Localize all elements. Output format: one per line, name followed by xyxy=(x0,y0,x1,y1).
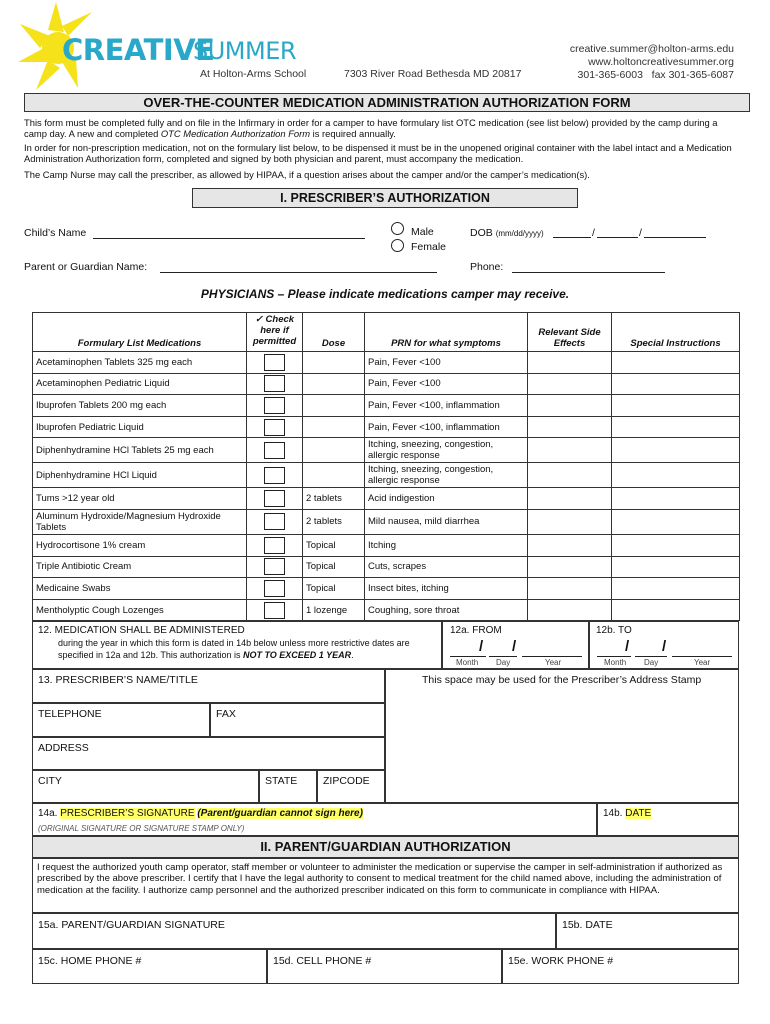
male-radio[interactable] xyxy=(391,222,404,235)
contact-email: creative.summer@holton-arms.edu xyxy=(569,43,734,55)
prn-cell: Itching, sneezing, congestion, allergic response xyxy=(365,463,528,488)
from-month-hint: Month xyxy=(456,658,479,667)
check-cell[interactable] xyxy=(247,416,303,438)
logo-creative-text: CREATIVE xyxy=(62,33,215,67)
dose-cell[interactable] xyxy=(303,463,365,488)
contact-website: www.holtoncreativesummer.org xyxy=(588,56,734,68)
table-header-row xyxy=(33,313,740,352)
parent-name-label: Parent or Guardian Name: xyxy=(24,261,148,273)
fax-field[interactable] xyxy=(210,703,385,737)
side-effects-cell[interactable] xyxy=(528,438,612,463)
instructions-cell[interactable] xyxy=(612,416,740,438)
permit-checkbox[interactable] xyxy=(264,354,285,371)
table-row xyxy=(33,395,740,417)
instructions-cell[interactable] xyxy=(612,463,740,488)
male-label: Male xyxy=(411,226,434,238)
prn-cell: Cuts, scrapes xyxy=(365,556,528,578)
med-name-cell: Diphenhydramine HCl Liquid xyxy=(33,463,247,488)
contact-phone: 301-365-6003 xyxy=(577,69,643,81)
permit-checkbox[interactable] xyxy=(264,419,285,436)
side-effects-cell[interactable] xyxy=(528,534,612,556)
signature-label: 14a. PRESCRIBER’S SIGNATURE (Parent/guardian cannot sign here) xyxy=(38,808,363,819)
admin-text: during the year in which this form is dated in 14b below unless more restrictive dates are specified in 12a and 12b. This authorization is NOT TO EXCEED 1 YEAR. xyxy=(58,638,410,660)
parent-signature-label: 15a. PARENT/GUARDIAN SIGNATURE xyxy=(38,919,225,931)
table-row xyxy=(33,556,740,578)
header-side-effects: Relevant Side Effects xyxy=(528,313,612,352)
from-day-hint: Day xyxy=(496,658,511,667)
header-medication: Formulary List Medications xyxy=(33,313,247,352)
permit-checkbox[interactable] xyxy=(264,537,285,554)
prn-cell: Pain, Fever <100 xyxy=(365,352,528,374)
prn-cell: Coughing, sore throat xyxy=(365,599,528,621)
cell-phone-label: 15d. CELL PHONE # xyxy=(273,955,372,967)
prescriber-date-label: 14b. DATE xyxy=(603,808,652,819)
city-field[interactable] xyxy=(32,770,259,803)
state-label: STATE xyxy=(265,775,298,787)
side-effects-cell[interactable] xyxy=(528,463,612,488)
dose-cell[interactable]: 1 lozenge xyxy=(303,599,365,621)
dose-cell[interactable] xyxy=(303,416,365,438)
header-dose: Dose xyxy=(303,313,365,352)
permit-checkbox[interactable] xyxy=(264,397,285,414)
permit-checkbox[interactable] xyxy=(264,558,285,575)
intro-paragraph-2: In order for non-prescription medication, not on the formulary list below, to be dispensed it must be in the unopened original container with the label intact and a Medication Administration Authorization form, completed and signed by both physician and parent, must accompany the medication. xyxy=(24,142,732,164)
parent-name-field[interactable] xyxy=(160,272,437,273)
check-cell[interactable] xyxy=(247,438,303,463)
dose-cell[interactable]: Topical xyxy=(303,534,365,556)
table-row xyxy=(33,488,740,510)
instructions-cell[interactable] xyxy=(612,578,740,600)
section-2-title: II. PARENT/GUARDIAN AUTHORIZATION xyxy=(32,836,739,858)
prn-cell: Acid indigestion xyxy=(365,488,528,510)
permit-checkbox[interactable] xyxy=(264,602,285,619)
instructions-cell[interactable] xyxy=(612,599,740,621)
header-prn: PRN for what symptoms xyxy=(365,313,528,352)
instructions-cell[interactable] xyxy=(612,352,740,374)
dob-day-field[interactable] xyxy=(597,237,638,238)
check-cell[interactable] xyxy=(247,599,303,621)
phone-label: Phone: xyxy=(470,261,504,273)
from-year-hint: Year xyxy=(545,658,562,667)
table-row xyxy=(33,438,740,463)
dob-year-field[interactable] xyxy=(644,237,706,238)
check-cell[interactable] xyxy=(247,352,303,374)
to-month-field[interactable] xyxy=(597,656,631,657)
dose-cell[interactable] xyxy=(303,438,365,463)
medication-table xyxy=(32,312,740,621)
side-effects-cell[interactable] xyxy=(528,416,612,438)
to-label: 12b. TO xyxy=(596,625,632,636)
address-label: ADDRESS xyxy=(38,742,89,754)
check-cell[interactable] xyxy=(247,578,303,600)
side-effects-cell[interactable] xyxy=(528,578,612,600)
check-cell[interactable] xyxy=(247,463,303,488)
side-effects-cell[interactable] xyxy=(528,509,612,534)
section-1-title: I. PRESCRIBER’S AUTHORIZATION xyxy=(192,188,578,208)
dose-cell[interactable]: Topical xyxy=(303,578,365,600)
prn-cell: Insect bites, itching xyxy=(365,578,528,600)
check-cell[interactable] xyxy=(247,373,303,395)
childs-name-field[interactable] xyxy=(93,238,365,239)
med-name-cell: Aluminum Hydroxide/Magnesium Hydroxide Tablets xyxy=(33,509,247,534)
prn-cell: Pain, Fever <100, inflammation xyxy=(365,416,528,438)
permit-checkbox[interactable] xyxy=(264,442,285,459)
to-day-hint: Day xyxy=(644,658,659,667)
admin-label: 12. MEDICATION SHALL BE ADMINISTERED xyxy=(38,625,245,636)
dose-cell[interactable] xyxy=(303,395,365,417)
to-year-hint: Year xyxy=(694,658,711,667)
dose-cell[interactable]: 2 tablets xyxy=(303,509,365,534)
dob-label: DOB (mm/dd/yyyy) xyxy=(470,227,544,239)
instructions-cell[interactable] xyxy=(612,509,740,534)
table-row xyxy=(33,352,740,374)
dose-cell[interactable]: 2 tablets xyxy=(303,488,365,510)
permit-checkbox[interactable] xyxy=(264,467,285,484)
fax-label: FAX xyxy=(216,708,236,720)
side-effects-cell[interactable] xyxy=(528,599,612,621)
table-row xyxy=(33,416,740,438)
permit-checkbox[interactable] xyxy=(264,580,285,597)
med-name-cell: Ibuprofen Tablets 200 mg each xyxy=(33,395,247,417)
side-effects-cell[interactable] xyxy=(528,352,612,374)
phone-field[interactable] xyxy=(512,272,665,273)
instructions-cell[interactable] xyxy=(612,534,740,556)
telephone-label: TELEPHONE xyxy=(38,708,102,720)
check-cell[interactable] xyxy=(247,509,303,534)
permit-checkbox[interactable] xyxy=(264,490,285,507)
instructions-cell[interactable] xyxy=(612,373,740,395)
med-name-cell: Ibuprofen Pediatric Liquid xyxy=(33,416,247,438)
check-cell[interactable] xyxy=(247,534,303,556)
stamp-note: This space may be used for the Prescriber’s Address Stamp xyxy=(422,674,702,686)
check-cell[interactable] xyxy=(247,395,303,417)
header-instructions: Special Instructions xyxy=(612,313,740,352)
prn-cell: Pain, Fever <100 xyxy=(365,373,528,395)
signature-sublabel: (ORIGINAL SIGNATURE OR SIGNATURE STAMP ONLY) xyxy=(38,824,245,833)
instructions-cell[interactable] xyxy=(612,556,740,578)
table-row xyxy=(33,373,740,395)
dose-cell[interactable] xyxy=(303,352,365,374)
permit-checkbox[interactable] xyxy=(264,513,285,530)
from-day-field[interactable] xyxy=(489,656,517,657)
med-name-cell: Mentholyptic Cough Lozenges xyxy=(33,599,247,621)
instructions-cell[interactable] xyxy=(612,438,740,463)
from-month-field[interactable] xyxy=(450,656,486,657)
prn-cell: Itching xyxy=(365,534,528,556)
physicians-instruction: PHYSICIANS – Please indicate medications camper may receive. xyxy=(200,287,570,301)
prescriber-name-label: 13. PRESCRIBER’S NAME/TITLE xyxy=(38,674,198,686)
permit-checkbox[interactable] xyxy=(264,375,285,392)
logo-subtitle: At Holton-Arms School xyxy=(200,68,307,80)
check-cell[interactable] xyxy=(247,488,303,510)
side-effects-cell[interactable] xyxy=(528,395,612,417)
stamp-area[interactable] xyxy=(385,669,739,803)
table-row xyxy=(33,578,740,600)
to-day-field[interactable] xyxy=(635,656,667,657)
dose-cell[interactable] xyxy=(303,373,365,395)
prn-cell: Itching, sneezing, congestion, allergic response xyxy=(365,438,528,463)
instructions-cell[interactable] xyxy=(612,395,740,417)
med-name-cell: Medicaine Swabs xyxy=(33,578,247,600)
header-check: ✓ Check here if permitted xyxy=(247,313,303,352)
side-effects-cell[interactable] xyxy=(528,488,612,510)
female-radio[interactable] xyxy=(391,239,404,252)
intro-paragraph-3: The Camp Nurse may call the prescriber, as allowed by HIPAA, if a question arises about the camper and/or the camper’s medication(s). xyxy=(24,169,590,180)
city-label: CITY xyxy=(38,775,62,787)
logo-summer-text: SUMMER xyxy=(193,37,297,65)
prn-cell: Pain, Fever <100, inflammation xyxy=(365,395,528,417)
dob-month-field[interactable] xyxy=(553,237,591,238)
side-effects-cell[interactable] xyxy=(528,373,612,395)
med-name-cell: Diphenhydramine HCl Tablets 25 mg each xyxy=(33,438,247,463)
childs-name-label: Child’s Name xyxy=(24,227,87,239)
to-year-field[interactable] xyxy=(672,656,732,657)
consent-text: I request the authorized youth camp operator, staff member or volunteer to administer the medication or supervise the camper in self-administration if authorized as prescribed by the above prescriber. I certify that I have the legal authority to consent to medical treatment for the child named above, including the administration of medication at the facility. I authorize camp personnel and the authorized prescriber indicated on this form to communicate in compliance with HIPAA. xyxy=(37,862,723,896)
med-name-cell: Tums >12 year old xyxy=(33,488,247,510)
dose-cell[interactable]: Topical xyxy=(303,556,365,578)
table-row xyxy=(33,599,740,621)
work-phone-label: 15e. WORK PHONE # xyxy=(508,955,614,967)
from-year-field[interactable] xyxy=(522,656,582,657)
female-label: Female xyxy=(411,241,447,253)
camp-address: 7303 River Road Bethesda MD 20817 xyxy=(344,68,522,80)
form-title: OVER-THE-COUNTER MEDICATION ADMINISTRATION AUTHORIZATION FORM xyxy=(24,93,750,112)
zipcode-label: ZIPCODE xyxy=(323,775,370,787)
contact-phones xyxy=(570,69,734,82)
to-month-hint: Month xyxy=(604,658,627,667)
intro-paragraph-1: This form must be completed fully and on file in the Infirmary in order for a camper to have formulary list OTC medication (see list below) provided by the camp during a camp day. A new and completed OTC Medication Authorization Form is required annually. xyxy=(24,117,718,139)
from-label: 12a. FROM xyxy=(450,625,502,636)
med-name-cell: Triple Antibiotic Cream xyxy=(33,556,247,578)
table-row xyxy=(33,463,740,488)
instructions-cell[interactable] xyxy=(612,488,740,510)
home-phone-label: 15c. HOME PHONE # xyxy=(38,955,142,967)
parent-date-label: 15b. DATE xyxy=(562,919,613,931)
med-name-cell: Acetaminophen Pediatric Liquid xyxy=(33,373,247,395)
med-name-cell: Hydrocortisone 1% cream xyxy=(33,534,247,556)
med-name-cell: Acetaminophen Tablets 325 mg each xyxy=(33,352,247,374)
table-row xyxy=(33,534,740,556)
contact-fax: fax 301-365-6087 xyxy=(651,69,734,81)
table-row xyxy=(33,509,740,534)
contact-block xyxy=(570,43,734,82)
side-effects-cell[interactable] xyxy=(528,556,612,578)
check-cell[interactable] xyxy=(247,556,303,578)
prn-cell: Mild nausea, mild diarrhea xyxy=(365,509,528,534)
